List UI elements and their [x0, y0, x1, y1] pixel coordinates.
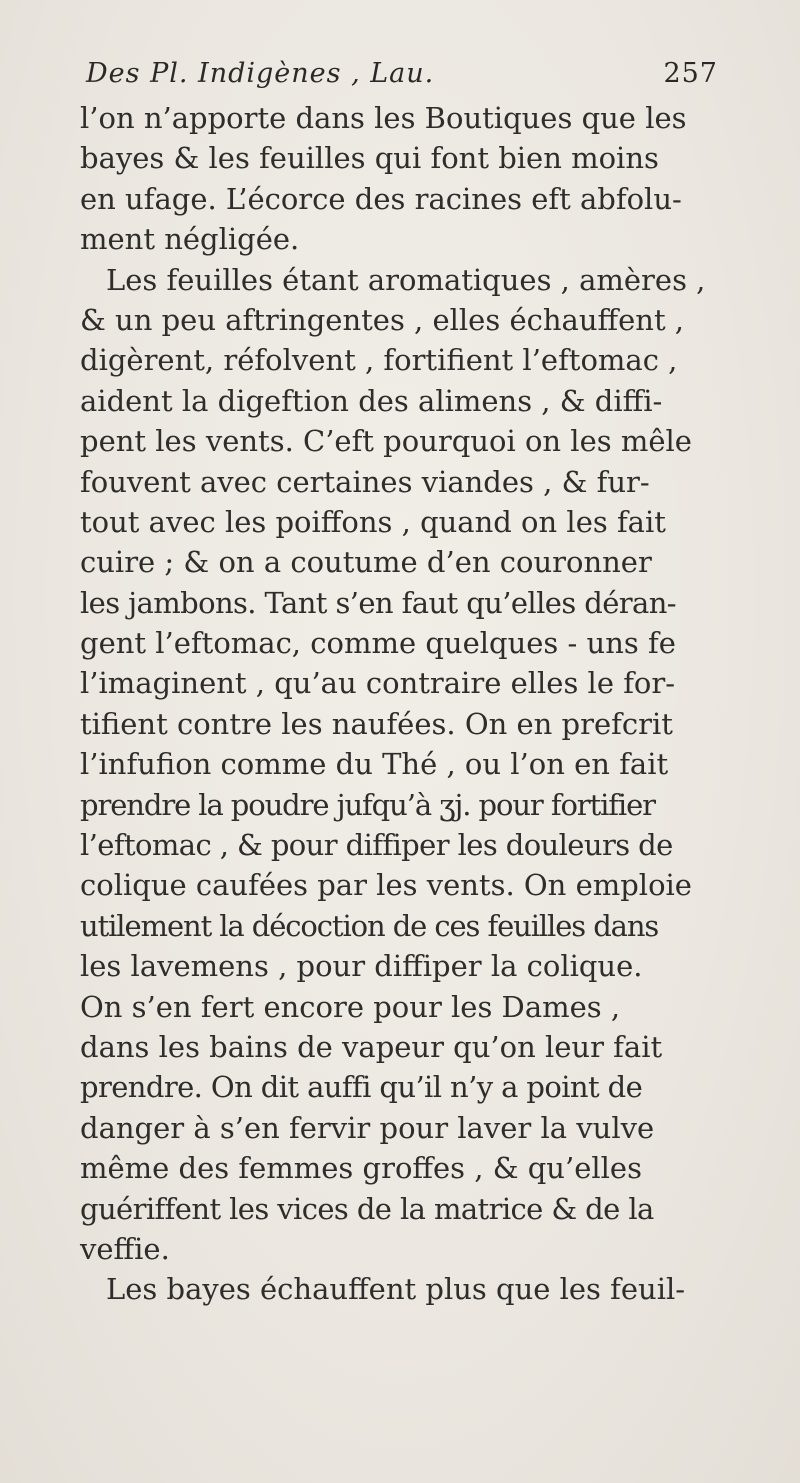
text-line: veffie. [80, 1231, 170, 1266]
text-line: & un peu aftringentes , elles échauffent , [80, 302, 685, 337]
text-line: l’infufion comme du Thé , ou l’on en fait [80, 747, 669, 782]
text-line: aident la digeftion des alimens , & diffi- [80, 383, 663, 418]
text-line: l’imaginent , qu’au contraire elles le for- [80, 666, 676, 701]
text-line: pent les vents. C’eft pourquoi on les mêle [80, 424, 692, 459]
text-line: ment négligée. [80, 222, 300, 257]
text-line: prendre. On dit auffi qu’il n’y a point de [80, 1070, 643, 1105]
text-line: tifient contre les naufées. On en prefcrit [80, 706, 673, 741]
text-line: bayes & les feuilles qui font bien moins [80, 141, 659, 176]
text-line: tout avec les poiffons , quand on les fait [80, 504, 666, 539]
text-line: On s’en fert encore pour les Dames , [80, 989, 621, 1024]
text-line: en ufage. L’écorce des racines eft abfolu- [80, 181, 682, 216]
text-line: fouvent avec certaines viandes , & fur- [80, 464, 650, 499]
text-line: dans les bains de vapeur qu’on leur fait [80, 1029, 663, 1064]
text-line: gent l’eftomac, comme quelques - uns fe [80, 626, 676, 661]
paragraph-start-line: Les feuilles étant aromatiques , amères , [106, 262, 706, 297]
paragraph-start-line: Les bayes échauffent plus que les feuil- [106, 1272, 686, 1307]
text-line: guériffent les vices de la matrice & de la [80, 1191, 654, 1226]
text-line: colique caufées par les vents. On emploie [80, 868, 692, 903]
text-line: danger à s’en fervir pour laver la vulve [80, 1110, 655, 1145]
running-title: Des Pl. Indigènes , Lau. [86, 58, 435, 89]
text-line: même des femmes groffes , & qu’elles [80, 1151, 642, 1186]
text-line: utilement la décoction de ces feuilles dans [80, 908, 659, 943]
text-line: l’on n’apporte dans les Boutiques que les [80, 101, 687, 135]
text-line: les lavemens , pour diffiper la colique. [80, 949, 643, 984]
running-header [86, 58, 718, 102]
text-line: les jambons. Tant s’en faut qu’elles déran- [80, 585, 676, 620]
text-line: prendre la poudre jufqu’à ʒj. pour fortifier [80, 787, 655, 822]
text-line: l’eftomac , & pour diffiper les douleurs de [80, 828, 673, 863]
page-number: 257 [663, 58, 718, 89]
body-text [80, 98, 740, 1310]
text-line: cuire ; & on a coutume d’en couronner [80, 545, 652, 580]
text-line: digèrent, réfolvent , fortifient l’eftomac , [80, 343, 678, 378]
